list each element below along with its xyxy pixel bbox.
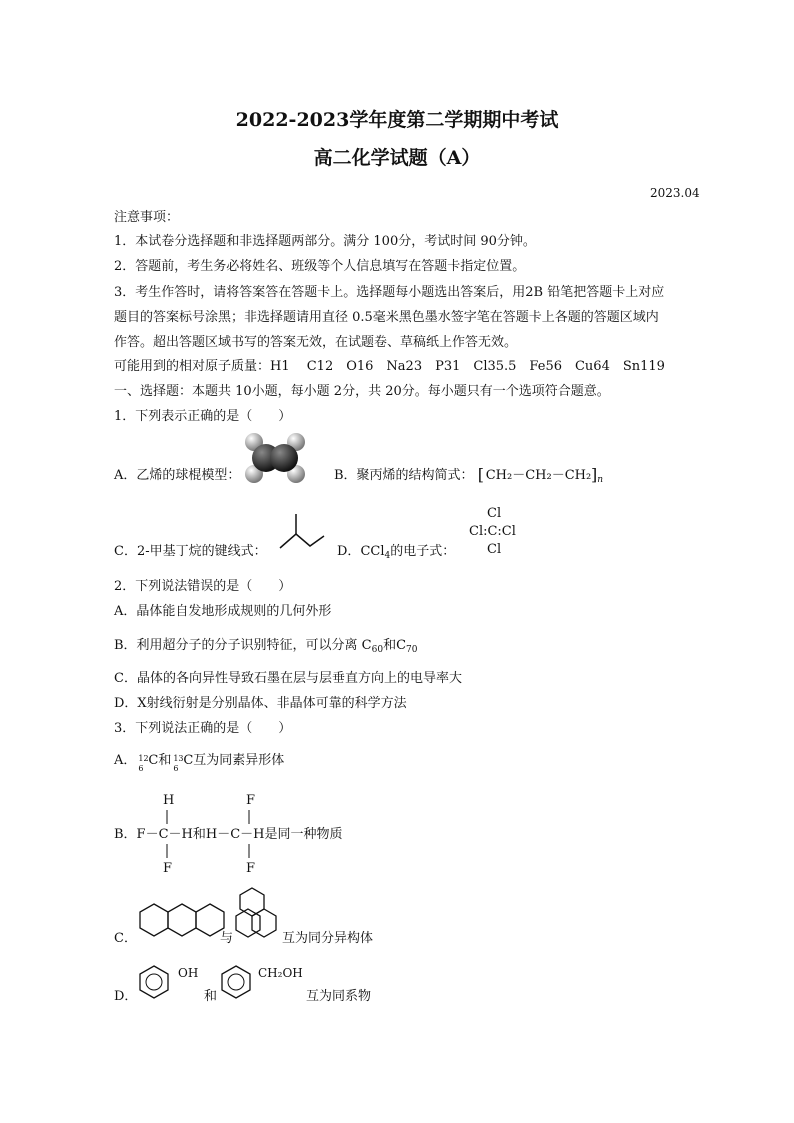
note-3-line-2: 题目的答案标号涂黑；非选择题请用直径 0.5毫米黑色墨水签字笔在答题卡上各题的答题区域内	[114, 310, 659, 325]
exam-subtitle: 高二化学试题（A）	[313, 147, 481, 169]
note-1: 1．本试卷分选择题和非选择题两部分。满分 100分，考试时间 90分钟。	[114, 234, 536, 249]
q3b-h-top: H	[163, 793, 175, 808]
notes-heading: 注意事项：	[114, 210, 180, 225]
q3-option-c-and: 与	[220, 931, 234, 946]
q3-option-b: B．F－C－H和H－C－H是同一种物质	[114, 827, 343, 842]
section-1-heading: 一、选择题：本题共 10小题，每小题 2分，共 20分。每小题只有一个选项符合题意。	[114, 384, 610, 399]
q3-option-d-and: 和	[204, 989, 218, 1004]
ccl4-cl-bottom: Cl	[487, 542, 502, 557]
benzyl-ch2oh-label: CH₂OH	[258, 966, 303, 980]
q3-option-d-label: D．	[114, 989, 138, 1004]
phenol-oh-label: OH	[178, 966, 199, 980]
q3b-f-bottom-1: F	[163, 861, 173, 876]
polypropylene-formula: [ CH₂－CH₂－CH₂ ]	[477, 465, 598, 484]
note-2: 2．答题前，考生务必将姓名、班级等个人信息填写在答题卡指定位置。	[114, 259, 526, 274]
q2-option-c: C．晶体的各向异性导致石墨在层与层垂直方向上的电导率大	[114, 671, 462, 686]
2-methylbutane-skeletal-formula	[278, 512, 332, 552]
pyrene-like-structure	[236, 886, 284, 946]
note-3-line-3: 作答。超出答题区域书写的答案无效，在试题卷、草稿纸上作答无效。	[114, 335, 518, 350]
q1-option-c: C．2-甲基丁烷的键线式：	[114, 544, 267, 559]
q2-option-a: A．晶体能自发地形成规则的几何外形	[114, 604, 332, 619]
q3-option-c-label: C．	[114, 931, 137, 946]
q3-option-c-text: 互为同分异构体	[282, 931, 374, 946]
q1-option-a: A．乙烯的球棍模型：	[114, 468, 241, 483]
atomic-masses: 可能用到的相对原子质量：H1 C12 O16 Na23 P31 Cl35.5 Fe56 Cu64 Sn119	[114, 359, 665, 374]
anthracene-like-structure	[138, 896, 222, 944]
q3-option-a: A． 12 6 C和 13 6 C互为同素异形体	[114, 753, 285, 773]
exam-title: 2022-2023学年度第二学期期中考试	[235, 109, 559, 131]
note-3-line-1: 3．考生作答时，请将答案答在答题卡上。选择题每小题选出答案后，用2B 铅笔把答题卡上对应	[114, 285, 665, 300]
q3-option-d-text: 互为同系物	[306, 989, 372, 1004]
q1-option-b: B．聚丙烯的结构简式： [ CH₂－CH₂－CH₂ ] $_n$	[334, 465, 603, 485]
ccl4-cl-top: Cl	[487, 506, 502, 521]
q2-option-b: B．利用超分子的分子识别特征，可以分离 $C_{60}$和$C_{70}$	[114, 638, 418, 655]
q3-stem: 3．下列说法正确的是（ ）	[114, 721, 292, 736]
q3b-f-top: F	[246, 793, 256, 808]
q2-option-d: D．X射线衍射是分别晶体、非晶体可靠的科学方法	[114, 696, 407, 711]
exam-date: 2023.04	[650, 186, 700, 200]
ccl4-cl-mid: Cl:C:Cl	[469, 524, 516, 539]
polymer-bracket-lines	[491, 466, 621, 486]
q1-stem: 1．下列表示正确的是（ ）	[114, 409, 292, 424]
c13-isotope-notation: 13 6	[173, 754, 184, 773]
q1-option-d: D．CCl$_4$的电子式：	[337, 544, 456, 561]
c12-isotope-notation: 12 6	[138, 754, 149, 773]
q3b-f-bottom-2: F	[246, 861, 256, 876]
ethylene-ball-stick-model	[244, 432, 306, 484]
q2-stem: 2．下列说法错误的是（ ）	[114, 579, 292, 594]
phenol-structure	[138, 958, 182, 1006]
